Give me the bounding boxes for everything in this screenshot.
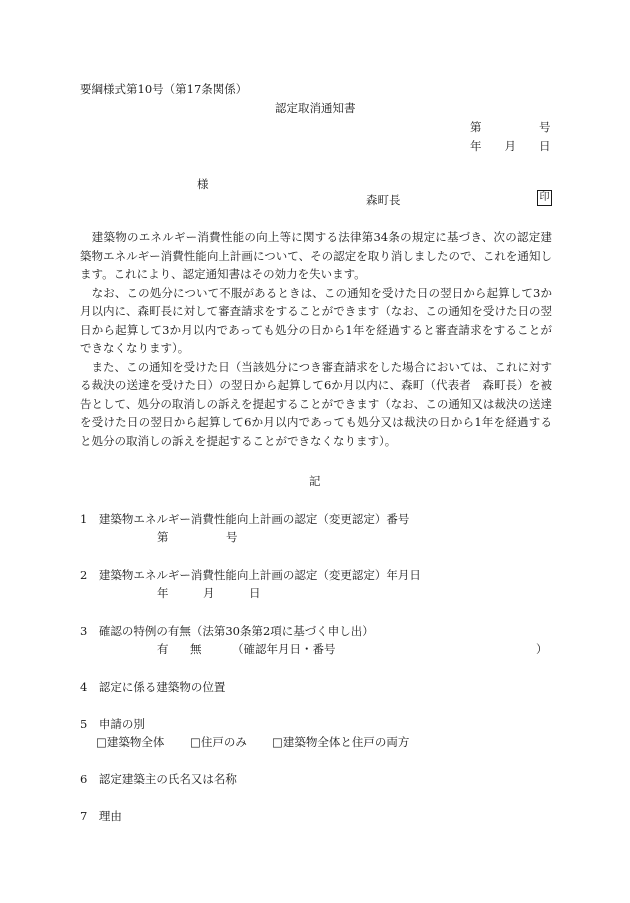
item-7-label: 7 理由 (80, 809, 122, 823)
paragraph-2: なお、この処分について不服があるときは、この通知を受けた日の翌日から起算して3か月以内に、森町長に対して審査請求をすることができます（なお、この通知を受けた日の翌日から起算して3か月以内であっても処分の日から1年を経過すると審査請求をすることができなくなります）。 (80, 285, 552, 355)
option-dwelling-only: □住戸のみ (190, 735, 247, 749)
item-4-label: 4 認定に係る建築物の位置 (80, 680, 226, 694)
addressee-suffix: 様 (197, 177, 209, 191)
item-3-yes: 有 (157, 642, 169, 656)
item-3-no: 無 (190, 642, 202, 656)
paragraph-1: 建築物のエネルギー消費性能の向上等に関する法律第34条の規定に基づき、次の認定建築物エネルギー消費性能向上計画について、その認定を取り消しましたので、これを通知します。これにより、認定通知書はその効力を失います。 (80, 230, 552, 281)
item-1-label: 1 建築物エネルギー消費性能向上計画の認定（変更認定）番号 (80, 512, 410, 526)
seal-stamp: 印 (537, 190, 552, 206)
paragraph-3: また、この通知を受けた日（当該処分につき審査請求をした場合においては、これに対する裁決の送達を受けた日）の翌日から起算して6か月以内に、森町（代表者 森町長）を被告として、処分の取消しの訴えを提起することができます（なお、この通知又は裁決の送達を受けた日の翌日から起算して6か月以内であっても処分又は裁決の日から1年を経過すると処分の取消しの訴えを提起することができなくなります）。 (80, 359, 552, 448)
document-title: 認定取消通知書 (275, 101, 356, 115)
option-both: □建築物全体と住戸の両方 (272, 735, 410, 749)
item-1-number-field: 第 号 (157, 530, 238, 544)
issuer-name: 森町長 (366, 193, 401, 207)
item-6-label: 6 認定建築主の氏名又は名称 (80, 772, 237, 786)
item-3-detail-close: ） (536, 642, 548, 656)
item-5-label: 5 申請の別 (80, 717, 145, 731)
item-2-label: 2 建築物エネルギー消費性能向上計画の認定（変更認定）年月日 (80, 568, 421, 582)
item-3-label: 3 確認の特例の有無（法第30条第2項に基づく申し出） (80, 624, 374, 638)
item-3-detail-open: （確認年月日・番号 (232, 642, 336, 656)
ki-heading: 記 (309, 474, 321, 488)
option-whole-building: □建築物全体 (96, 735, 165, 749)
item-2-date-field: 年 月 日 (157, 586, 261, 600)
form-number: 要綱様式第10号（第17条関係） (80, 82, 248, 96)
document-date-field: 年 月 日 (470, 139, 551, 153)
document-number-field: 第 号 (470, 120, 551, 134)
notice-body (80, 228, 552, 450)
